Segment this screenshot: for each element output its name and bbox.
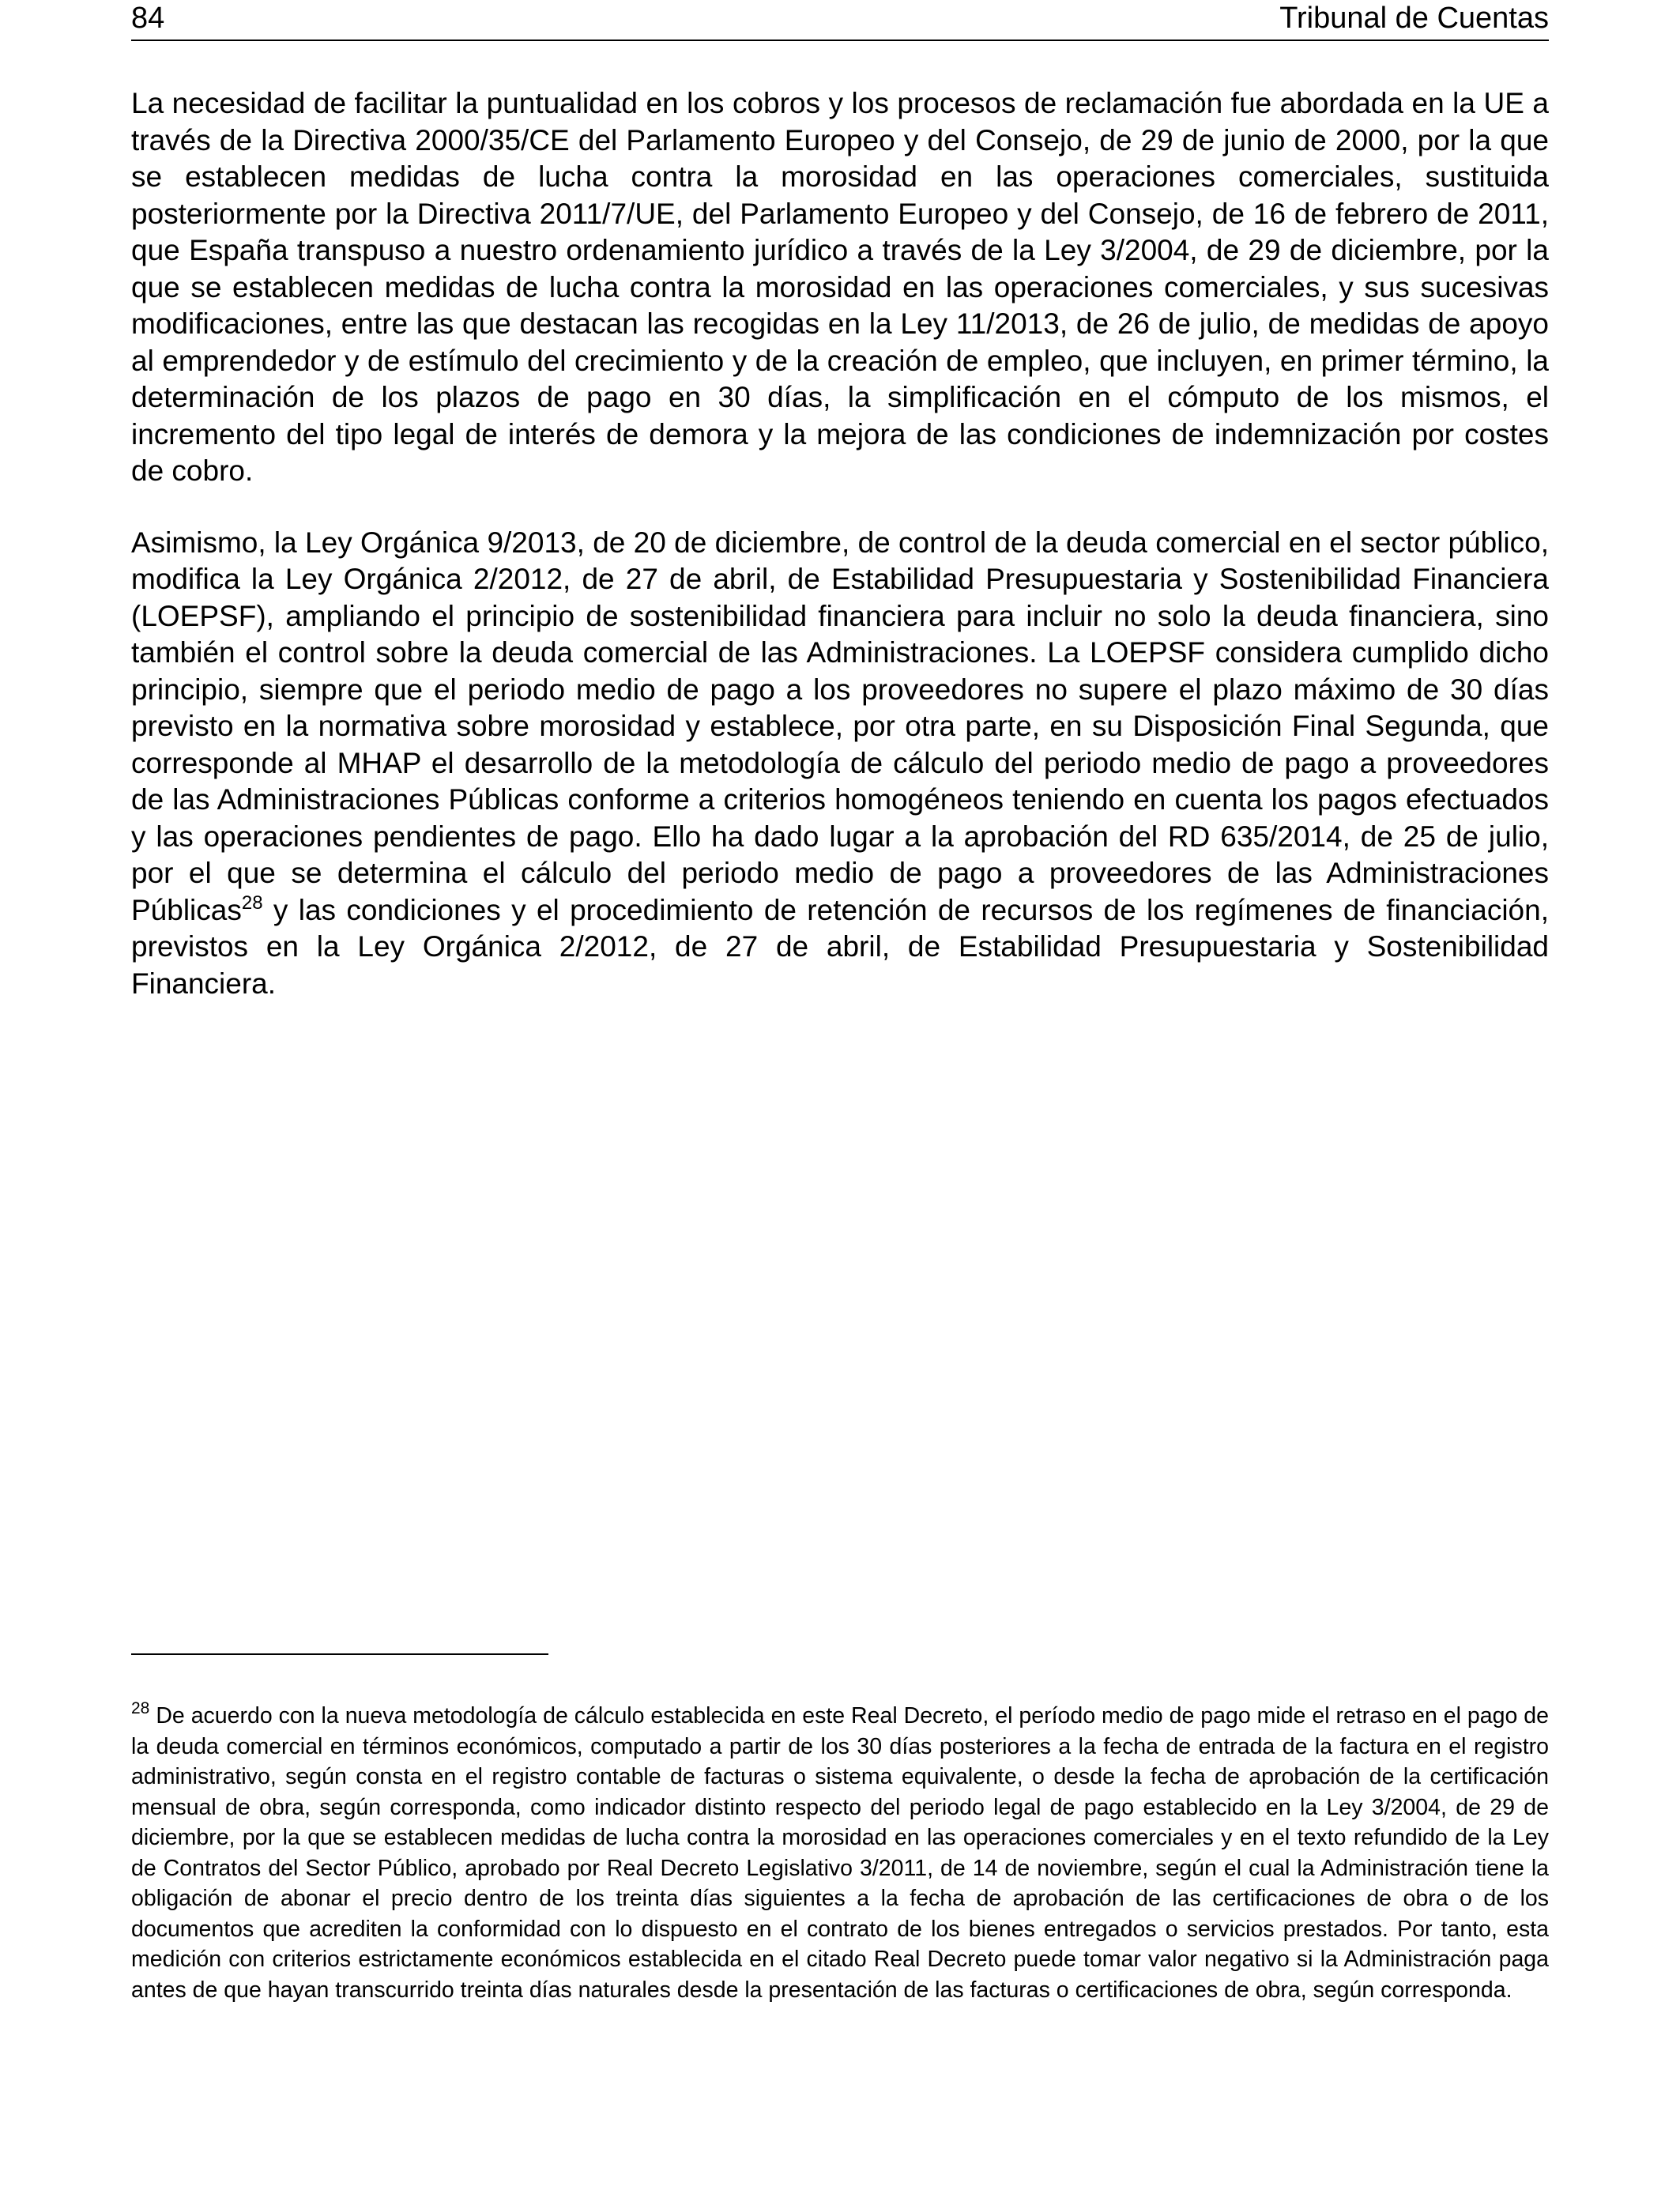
- page-number: 84: [131, 2, 165, 35]
- paragraph-2: [131, 525, 1549, 1003]
- page-header: [131, 0, 1549, 41]
- footnote-separator: [131, 1653, 548, 1655]
- footnote: [131, 1701, 1549, 2005]
- footnote-reference[interactable]: 28: [241, 892, 263, 914]
- footnote-marker: 28: [131, 1699, 150, 1717]
- main-text: [131, 85, 1549, 1002]
- footnote-text: De acuerdo con la nueva metodología de cálculo establecida en este Real Decreto, el período medio de pago mide el retraso en el pago de la deuda comercial en términos económicos, computado a partir de los 30 días posteriores a la fecha de entrada de la factura en el registro administrativo, según consta en el registro contable de facturas o sistema equivalente, o desde la fecha de aprobación de la certificación mensual de obra, según corresponda, como indicador distinto respecto del periodo legal de pago establecido en la Ley 3/2004, de 29 de diciembre, por la que se establecen medidas de lucha contra la morosidad en las operaciones comerciales y en el texto refundido de la Ley de Contratos del Sector Público, aprobado por Real Decreto Legislativo 3/2011, de 14 de noviembre, según el cual la Administración tiene la obligación de abonar el precio dentro de los treinta días siguientes a la fecha de aprobación de las certificaciones de obra o de los documentos que acrediten la conformidad con lo dispuesto en el contrato de los bienes entregados o servicios prestados. Por tanto, esta medición con criterios estrictamente económicos establecida en el citado Real Decreto puede tomar valor negativo si la Administración paga antes de que hayan transcurrido treinta días naturales desde la presentación de las facturas o certificaciones de obra, según corresponda.: [131, 1703, 1549, 2003]
- paragraph-1: La necesidad de facilitar la puntualidad en los cobros y los procesos de reclamación fue abordada en la UE a través de la Directiva 2000/35/CE del Parlamento Europeo y del Consejo, de 29 de junio de 2000, por la que se establecen medidas de lucha contra la morosidad en las operaciones comerciales, sustituida posteriormente por la Directiva 2011/7/UE, del Parlamento Europeo y del Consejo, de 16 de febrero de 2011, que España transpuso a nuestro ordenamiento jurídico a través de la Ley 3/2004, de 29 de diciembre, por la que se establecen medidas de lucha contra la morosidad en las operaciones comerciales, y sus sucesivas modificaciones, entre las que destacan las recogidas en la Ley 11/2013, de 26 de julio, de medidas de apoyo al emprendedor y de estímulo del crecimiento y de la creación de empleo, que incluyen, en primer término, la determinación de los plazos de pago en 30 días, la simplificación en el cómputo de los mismos, el incremento del tipo legal de interés de demora y la mejora de las condiciones de indemnización por costes de cobro.: [131, 87, 1549, 487]
- header-title: Tribunal de Cuentas: [1279, 2, 1549, 35]
- paragraph-2-text-end: y las condiciones y el procedimiento de retención de recursos de los regímenes de financiación, previstos en la Ley Orgánica 2/2012, de 27 de abril, de Estabilidad Presupuestaria y Sostenibilidad Financiera.: [131, 893, 1549, 1000]
- paragraph-2-text-start: Asimismo, la Ley Orgánica 9/2013, de 20 de diciembre, de control de la deuda comercial en el sector público, modifica la Ley Orgánica 2/2012, de 27 de abril, de Estabilidad Presupuestaria y Sostenibilidad Financiera (LOEPSF), ampliando el principio de sostenibilidad financiera para incluir no solo la deuda financiera, sino también el control sobre la deuda comercial de las Administraciones. La LOEPSF considera cumplido dicho principio, siempre que el periodo medio de pago a los proveedores no supere el plazo máximo de 30 días previsto en la normativa sobre morosidad y establece, por otra parte, en su Disposición Final Segunda, que corresponde al MHAP el desarrollo de la metodología de cálculo del periodo medio de pago a proveedores de las Administraciones Públicas conforme a criterios homogéneos teniendo en cuenta los pagos efectuados y las operaciones pendientes de pago. Ello ha dado lugar a la aprobación del RD 635/2014, de 25 de julio, por el que se determina el cálculo del periodo medio de pago a proveedores de las Administraciones Públicas: [131, 526, 1549, 926]
